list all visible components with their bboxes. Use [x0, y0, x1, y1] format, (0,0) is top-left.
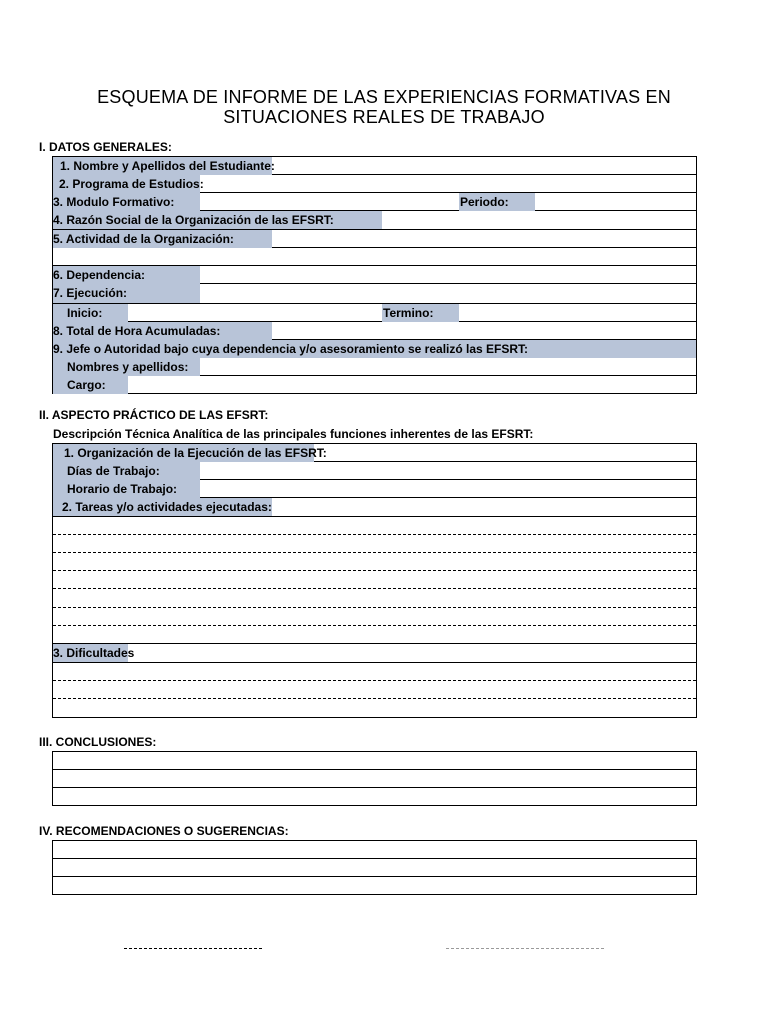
- actividad-organizacion-field[interactable]: [272, 230, 696, 247]
- field-label-nombre-estudiante: 1. Nombre y Apellidos del Estudiante:: [53, 157, 272, 175]
- programa-estudios-field[interactable]: [200, 175, 696, 192]
- section-heading-conclusiones: III. CONCLUSIONES:: [39, 735, 157, 749]
- section-description: Descripción Técnica Analítica de las principales funciones inherentes de las EFSRT:: [53, 427, 534, 441]
- field-label-nombres-apellidos: Nombres y apellidos:: [53, 358, 200, 376]
- row-divider: [53, 858, 696, 859]
- datos-generales-table: [52, 156, 697, 394]
- periodo-field[interactable]: [535, 193, 696, 210]
- row-divider: [53, 787, 696, 788]
- actividad-organizacion-field-extra[interactable]: [53, 248, 696, 265]
- field-label-dependencia: 6. Dependencia:: [53, 266, 200, 284]
- razon-social-field[interactable]: [382, 211, 696, 229]
- field-label-horario-trabajo: Horario de Trabajo:: [53, 480, 200, 498]
- dependencia-field[interactable]: [200, 266, 696, 283]
- ejecucion-field[interactable]: [200, 284, 696, 303]
- row-divider: [53, 643, 696, 644]
- nombres-apellidos-field[interactable]: [200, 358, 696, 375]
- field-label-jefe-autoridad: 9. Jefe o Autoridad bajo cuya dependencia y/o asesoramiento se realizó las EFSRT:: [53, 340, 696, 358]
- field-label-actividad-organizacion: 5. Actividad de la Organización:: [53, 230, 272, 248]
- field-label-razon-social: 4. Razón Social de la Organización de las EFSRT:: [53, 211, 382, 229]
- row-divider: [53, 876, 696, 877]
- field-label-dias-trabajo: Días de Trabajo:: [53, 462, 200, 480]
- field-label-periodo: Periodo:: [459, 193, 535, 211]
- inicio-field[interactable]: [128, 304, 382, 321]
- tareas-ejecutadas-area[interactable]: [53, 517, 696, 643]
- field-label-inicio: Inicio:: [53, 304, 128, 322]
- field-label-programa-estudios: 2. Programa de Estudios:: [53, 175, 200, 193]
- horario-trabajo-field[interactable]: [200, 480, 696, 497]
- section-heading-recomendaciones: IV. RECOMENDACIONES O SUGERENCIAS:: [39, 824, 289, 838]
- field-label-organizacion-ejecucion: 1. Organización de la Ejecución de las EFSRT:: [53, 444, 314, 462]
- document-title-line-1: ESQUEMA DE INFORME DE LAS EXPERIENCIAS FORMATIVAS EN: [97, 87, 671, 107]
- row-divider: [53, 769, 696, 770]
- aspecto-practico-table: [52, 443, 697, 718]
- field-label-termino: Termino:: [382, 304, 459, 322]
- section-heading-datos-generales: I. DATOS GENERALES:: [39, 140, 172, 154]
- conclusiones-table[interactable]: [52, 751, 697, 806]
- nombre-estudiante-field[interactable]: [272, 157, 696, 174]
- field-label-cargo: Cargo:: [53, 376, 128, 394]
- document-title-line-2: SITUACIONES REALES DE TRABAJO: [223, 107, 545, 127]
- cargo-field[interactable]: [128, 376, 696, 393]
- field-label-ejecucion: 7. Ejecución:: [53, 284, 200, 303]
- field-label-tareas-ejecutadas: 2. Tareas y/o actividades ejecutadas:: [53, 498, 272, 516]
- termino-field[interactable]: [459, 304, 696, 321]
- total-horas-field[interactable]: [272, 322, 696, 339]
- signature-line-right: [446, 948, 604, 949]
- modulo-formativo-field[interactable]: [200, 193, 459, 210]
- dias-trabajo-field[interactable]: [200, 462, 696, 479]
- field-label-total-horas: 8. Total de Hora Acumuladas:: [53, 322, 272, 340]
- recomendaciones-table[interactable]: [52, 840, 697, 895]
- field-label-modulo-formativo: 3. Modulo Formativo:: [53, 193, 200, 211]
- organizacion-ejecucion-field[interactable]: [314, 444, 696, 461]
- signature-line-left: [124, 948, 262, 949]
- field-label-dificultades: 3. Dificultades: [53, 646, 135, 660]
- dificultades-area[interactable]: [53, 663, 696, 717]
- section-heading-aspecto-practico: II. ASPECTO PRÁCTICO DE LAS EFSRT:: [39, 408, 269, 422]
